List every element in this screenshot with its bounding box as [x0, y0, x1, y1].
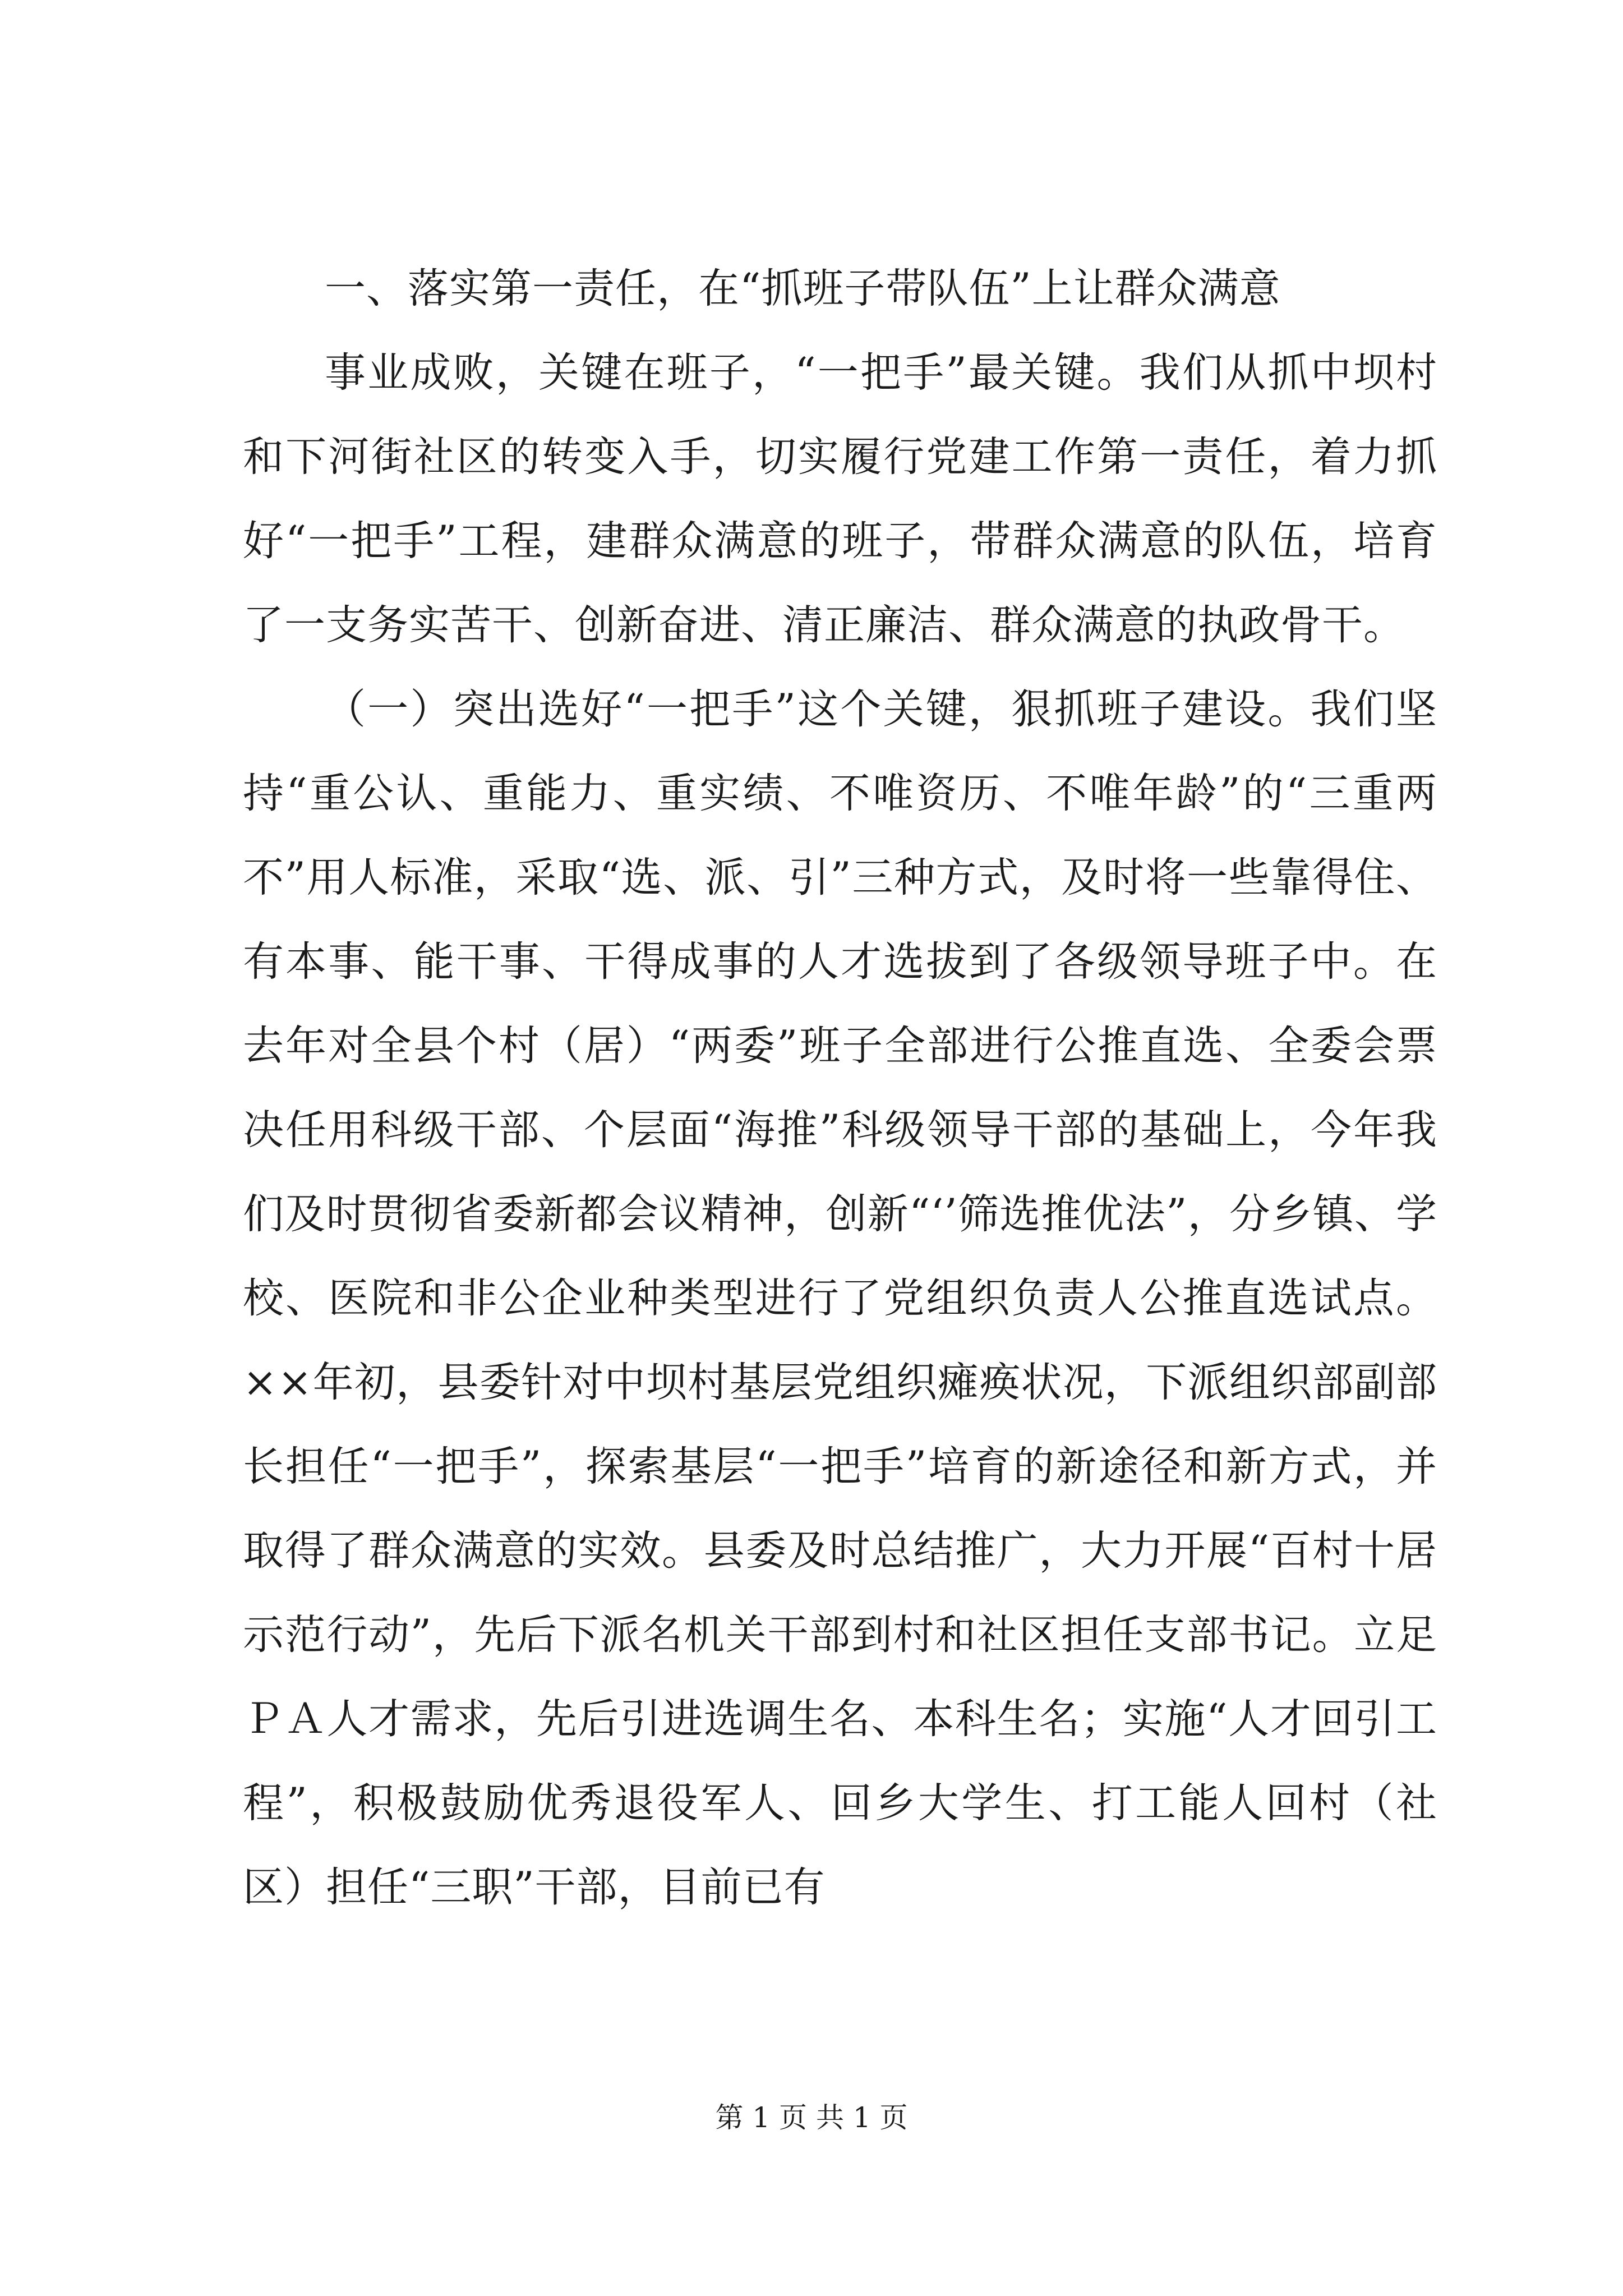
section-heading: 一、落实第一责任，在“抓班子带队伍”上让群众满意: [325, 265, 1281, 312]
paragraph-subsection-one: （一）突出选好“一把手”这个关键，狠抓班子建设。我们坚持“重公认、重能力、重实绩、不唯资历、不唯年龄”的“三重两不”用人标准，采取“选、派、引”三种方式，及时将一些靠得住、有本事、能干事、干得成事的人才选拔到了各级领导班子中。在去年对全县个村（居）“两委”班子全部进行公推直选、全委会票决任用科级干部、个层面“海推”科级领导干部的基础上，今年我们及时贯彻省委新都会议精神，创新“‘’筛选推优法”，分乡镇、学校、医院和非公企业种类型进行了党组织负责人公推直选试点。××年初，县委针对中坝村基层党组织瘫痪状况，下派组织部副部长担任“一把手”，探索基层“一把手”培育的新途径和新方式，并取得了群众满意的实效。县委及时总结推广，大力开展“百村十居示范行动”，先后下派名机关干部到村和社区担任支部书记。立足ＰＡ人才需求，先后引进选调生名、本科生名；实施“人才回引工程”，积极鼓励优秀退役军人、回乡大学生、打工能人回村（社区）担任“三职”干部，目前已有: [243, 685, 1437, 1911]
paragraph-intro: 事业成败，关键在班子，“一把手”最关键。我们从抓中坝村和下河街社区的转变入手，切实履行党建工作第一责任，着力抓好“一把手”工程，建群众满意的班子，带群众满意的队伍，培育了一支务实苦干、创新奋进、清正廉洁、群众满意的执政骨干。: [243, 349, 1437, 649]
page-footer: 第 1 页 共 1 页: [715, 2101, 908, 2134]
document-body: [243, 247, 1437, 1930]
